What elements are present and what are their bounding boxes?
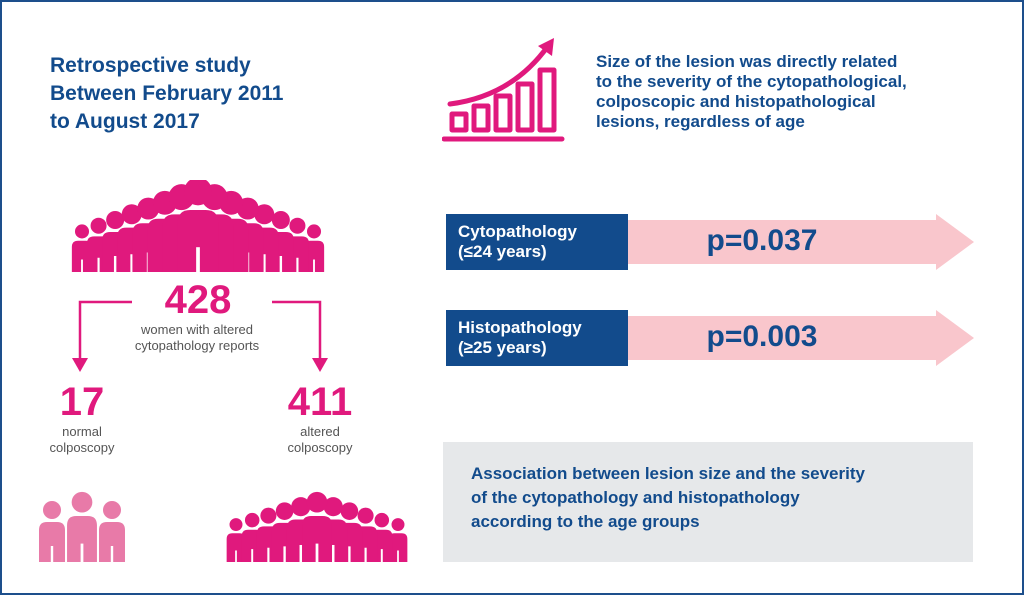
person-silhouette-icon: [39, 501, 65, 562]
finding-line: lesions, regardless of age: [596, 112, 805, 131]
finding-statement: [596, 52, 996, 132]
normal-colposcopy-caption: [22, 424, 142, 456]
p-value-histopathology: p=0.003: [706, 320, 818, 353]
result-label-line: Histopathology: [458, 318, 582, 337]
total-women-caption: [102, 322, 292, 354]
caption-line: colposcopy: [49, 440, 115, 455]
altered-colposcopy-count: 411: [287, 380, 353, 424]
finding-line: colposcopic and histopathological: [596, 92, 876, 111]
women-crowd-icon: [68, 180, 328, 274]
arrow-down-icon: [72, 358, 88, 372]
result-label-line: (≥25 years): [458, 338, 547, 357]
study-title-line: Retrospective study: [50, 54, 251, 77]
total-women-count: 428: [164, 278, 232, 322]
person-silhouette-icon: [99, 501, 125, 562]
normal-group-icon: [32, 464, 132, 564]
study-title-line: to August 2017: [50, 110, 200, 133]
p-value-cytopathology: p=0.037: [706, 224, 818, 257]
caption-line: women with altered: [141, 322, 253, 337]
result-label-line: Cytopathology: [458, 222, 577, 241]
finding-line: to the severity of the cytopathological,: [596, 72, 907, 91]
altered-colposcopy-caption: [260, 424, 380, 456]
bar-chart-trend-icon: [442, 36, 572, 146]
person-silhouette-icon: [67, 492, 97, 562]
summary-box: [443, 442, 973, 562]
caption-line: normal: [62, 424, 102, 439]
arrow-down-icon: [312, 358, 328, 372]
altered-group-icon: [222, 464, 412, 564]
normal-colposcopy-count: 17: [59, 380, 105, 424]
caption-line: altered: [300, 424, 340, 439]
summary-line: according to the age groups: [471, 512, 700, 531]
study-title-line: Between February 2011: [50, 82, 284, 105]
study-period-title: [50, 52, 390, 136]
finding-line: Size of the lesion was directly related: [596, 52, 898, 71]
caption-line: colposcopy: [287, 440, 353, 455]
summary-line: Association between lesion size and the severity: [471, 464, 865, 483]
caption-line: cytopathology reports: [134, 338, 260, 353]
result-label-cytopathology: [446, 214, 628, 270]
summary-line: of the cytopathology and histopathology: [471, 488, 800, 507]
result-label-histopathology: [446, 310, 628, 366]
result-label-line: (≤24 years): [458, 242, 547, 261]
